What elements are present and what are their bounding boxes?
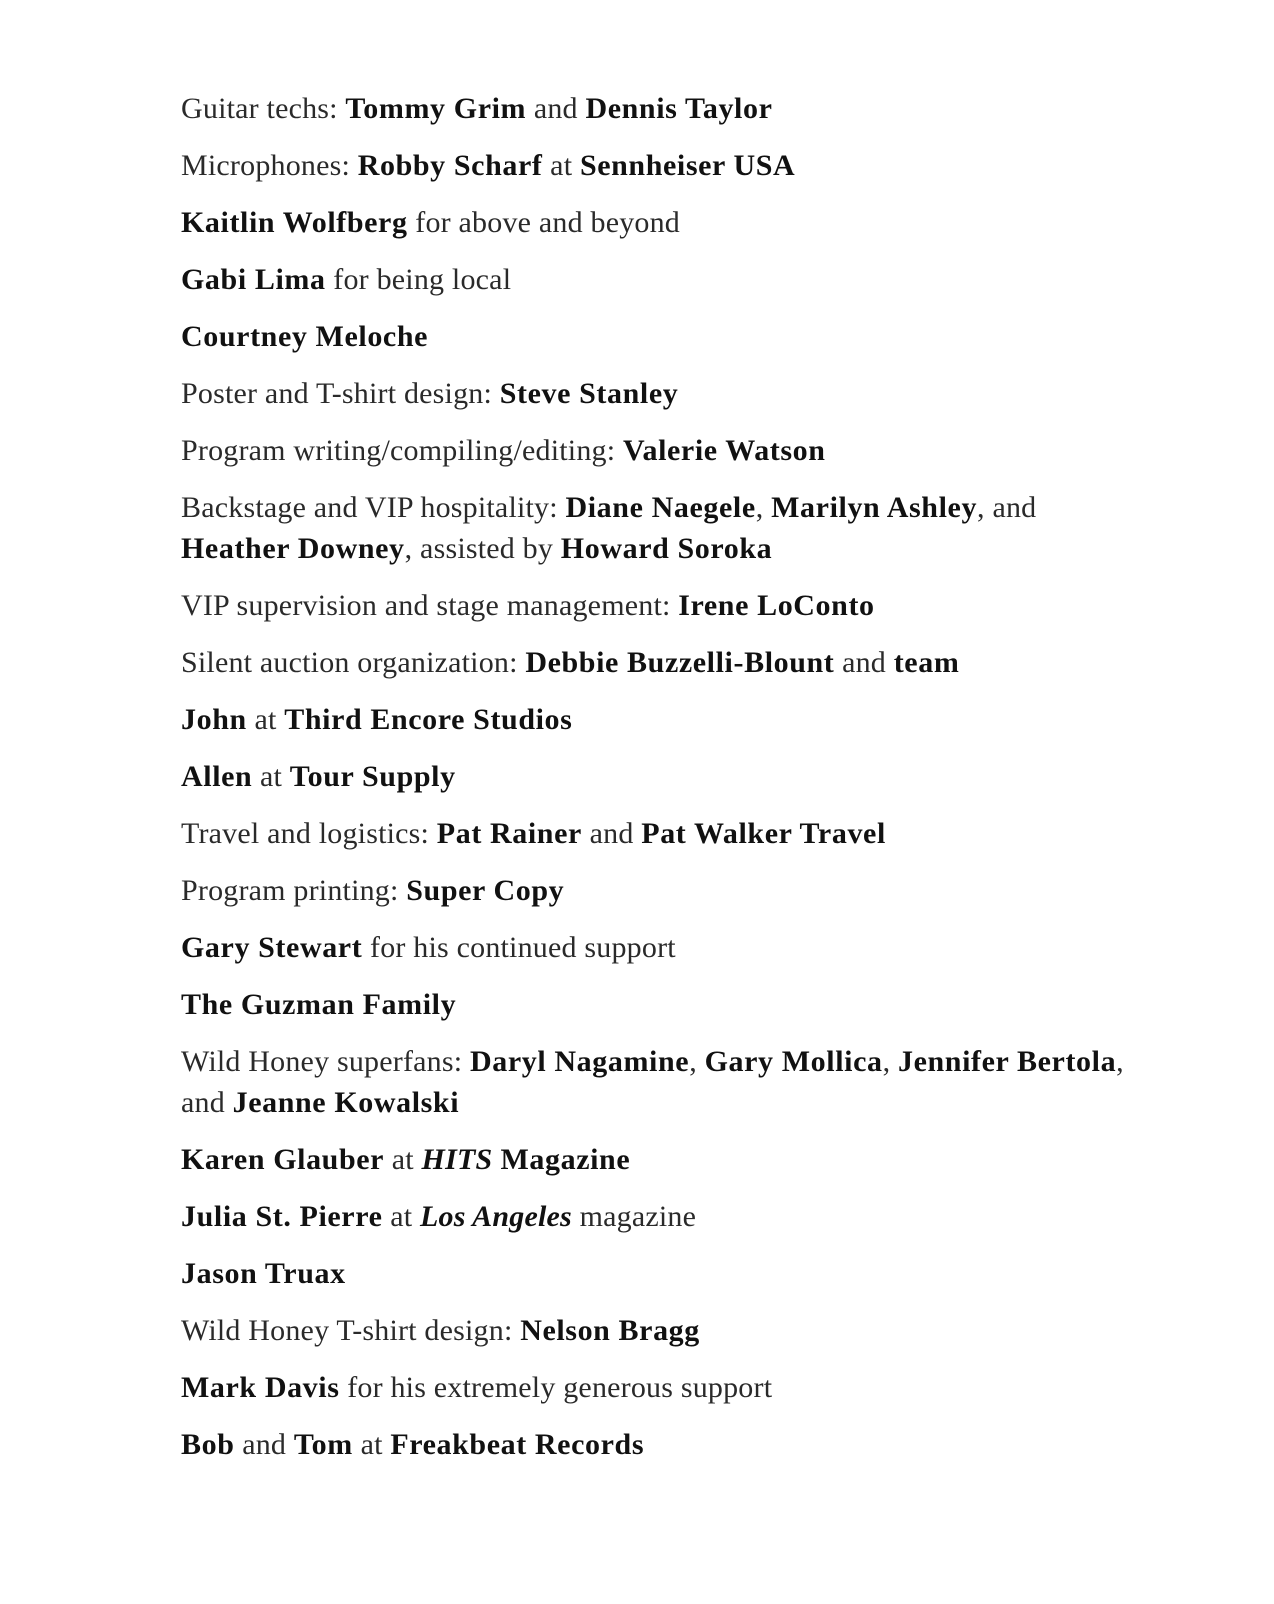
credit-name: HITS bbox=[421, 1143, 493, 1176]
credit-text: Silent auction organization: bbox=[181, 646, 526, 679]
credit-line bbox=[181, 870, 1141, 911]
credit-name: Pat Rainer bbox=[436, 817, 582, 850]
credit-name: Allen bbox=[181, 760, 253, 793]
credit-name: Magazine bbox=[492, 1143, 631, 1176]
credit-text: and bbox=[234, 1428, 294, 1461]
credit-line bbox=[181, 1367, 1141, 1408]
credit-name: Mark Davis bbox=[181, 1371, 340, 1404]
credit-line bbox=[181, 927, 1141, 968]
credit-text: Wild Honey T-shirt design: bbox=[181, 1314, 521, 1347]
credit-line bbox=[181, 316, 1141, 357]
credit-name: Robby Scharf bbox=[357, 149, 543, 182]
credit-text: Backstage and VIP hospitality: bbox=[181, 491, 566, 524]
credit-name: Los Angeles bbox=[419, 1200, 572, 1233]
credit-name: Gary Mollica bbox=[704, 1045, 883, 1078]
credit-name: Nelson Bragg bbox=[520, 1314, 700, 1347]
credit-name: Howard Soroka bbox=[560, 532, 773, 565]
credit-text: for his extremely generous support bbox=[339, 1371, 773, 1404]
credit-text: , bbox=[755, 491, 772, 524]
credit-line bbox=[181, 88, 1141, 129]
credit-name: Jennifer Bertola bbox=[898, 1045, 1117, 1078]
credit-name: Jason Truax bbox=[181, 1257, 346, 1290]
credit-name: Freakbeat Records bbox=[390, 1428, 645, 1461]
credit-name: The Guzman Family bbox=[181, 988, 457, 1021]
credit-text: , bbox=[882, 1045, 898, 1078]
credit-name: Karen Glauber bbox=[181, 1143, 385, 1176]
credit-text: and bbox=[834, 646, 894, 679]
credit-text: for his continued support bbox=[362, 931, 676, 964]
credit-name: Gary Stewart bbox=[181, 931, 363, 964]
credit-name: Irene LoConto bbox=[678, 589, 875, 622]
credit-name: Dennis Taylor bbox=[585, 92, 773, 125]
credit-name: Steve Stanley bbox=[499, 377, 679, 410]
credit-text: magazine bbox=[571, 1200, 697, 1233]
credit-name: Kaitlin Wolfberg bbox=[181, 206, 408, 239]
credit-text: at bbox=[542, 149, 580, 182]
credit-line bbox=[181, 1424, 1141, 1465]
credit-line bbox=[181, 585, 1141, 626]
credit-text: VIP supervision and stage management: bbox=[181, 589, 679, 622]
credit-name: Julia St. Pierre bbox=[181, 1200, 383, 1233]
credit-line bbox=[181, 1041, 1141, 1123]
credit-text: , and bbox=[181, 1045, 1124, 1119]
credit-name: Gabi Lima bbox=[181, 263, 326, 296]
credit-name: Third Encore Studios bbox=[284, 703, 573, 736]
acknowledgements-list bbox=[181, 88, 1141, 1481]
credit-name: Daryl Nagamine bbox=[469, 1045, 690, 1078]
credit-name: Diane Naegele bbox=[565, 491, 756, 524]
credit-text: Microphones: bbox=[181, 149, 358, 182]
credit-text: Program printing: bbox=[181, 874, 407, 907]
credit-text: for being local bbox=[325, 263, 512, 296]
credit-text: Program writing/compiling/editing: bbox=[181, 434, 623, 467]
credit-text: Wild Honey superfans: bbox=[181, 1045, 470, 1078]
credit-name: Pat Walker Travel bbox=[641, 817, 886, 850]
credit-text: , bbox=[689, 1045, 705, 1078]
credit-text: for above and beyond bbox=[407, 206, 681, 239]
credit-name: Tommy Grim bbox=[345, 92, 527, 125]
credit-line bbox=[181, 1310, 1141, 1351]
credit-name: Tour Supply bbox=[289, 760, 456, 793]
credit-line bbox=[181, 145, 1141, 186]
credit-name: Super Copy bbox=[406, 874, 565, 907]
credit-name: John bbox=[181, 703, 247, 736]
credit-text: at bbox=[384, 1143, 422, 1176]
credit-text: at bbox=[246, 703, 285, 736]
credit-line bbox=[181, 430, 1141, 471]
credit-line bbox=[181, 1196, 1141, 1237]
credit-name: Marilyn Ashley bbox=[771, 491, 978, 524]
credit-text: and bbox=[581, 817, 642, 850]
credit-text: and bbox=[526, 92, 586, 125]
credit-text: Guitar techs: bbox=[181, 92, 346, 125]
credit-text: Poster and T-shirt design: bbox=[181, 377, 500, 410]
credit-text: at bbox=[382, 1200, 420, 1233]
credit-line bbox=[181, 487, 1141, 569]
credit-name: Sennheiser USA bbox=[579, 149, 796, 182]
credit-name: Jeanne Kowalski bbox=[232, 1086, 460, 1119]
credit-line bbox=[181, 699, 1141, 740]
credit-line bbox=[181, 259, 1141, 300]
credit-name: Heather Downey bbox=[181, 532, 405, 565]
credit-line bbox=[181, 202, 1141, 243]
credit-name: Valerie Watson bbox=[622, 434, 826, 467]
credit-line bbox=[181, 642, 1141, 683]
credit-line bbox=[181, 813, 1141, 854]
credit-name: Bob bbox=[181, 1428, 235, 1461]
credit-text: , and bbox=[977, 491, 1037, 524]
credit-line bbox=[181, 1253, 1141, 1294]
credit-line bbox=[181, 1139, 1141, 1180]
credit-text: at bbox=[352, 1428, 391, 1461]
credit-name: Courtney Meloche bbox=[181, 320, 429, 353]
credit-line bbox=[181, 373, 1141, 414]
credit-name: Tom bbox=[293, 1428, 353, 1461]
credit-name: Debbie Buzzelli-Blount bbox=[525, 646, 835, 679]
credit-name: team bbox=[893, 646, 960, 679]
credit-line bbox=[181, 756, 1141, 797]
credit-text: Travel and logistics: bbox=[181, 817, 437, 850]
credit-text: , assisted by bbox=[404, 532, 561, 565]
credit-text: at bbox=[252, 760, 290, 793]
credit-line bbox=[181, 984, 1141, 1025]
